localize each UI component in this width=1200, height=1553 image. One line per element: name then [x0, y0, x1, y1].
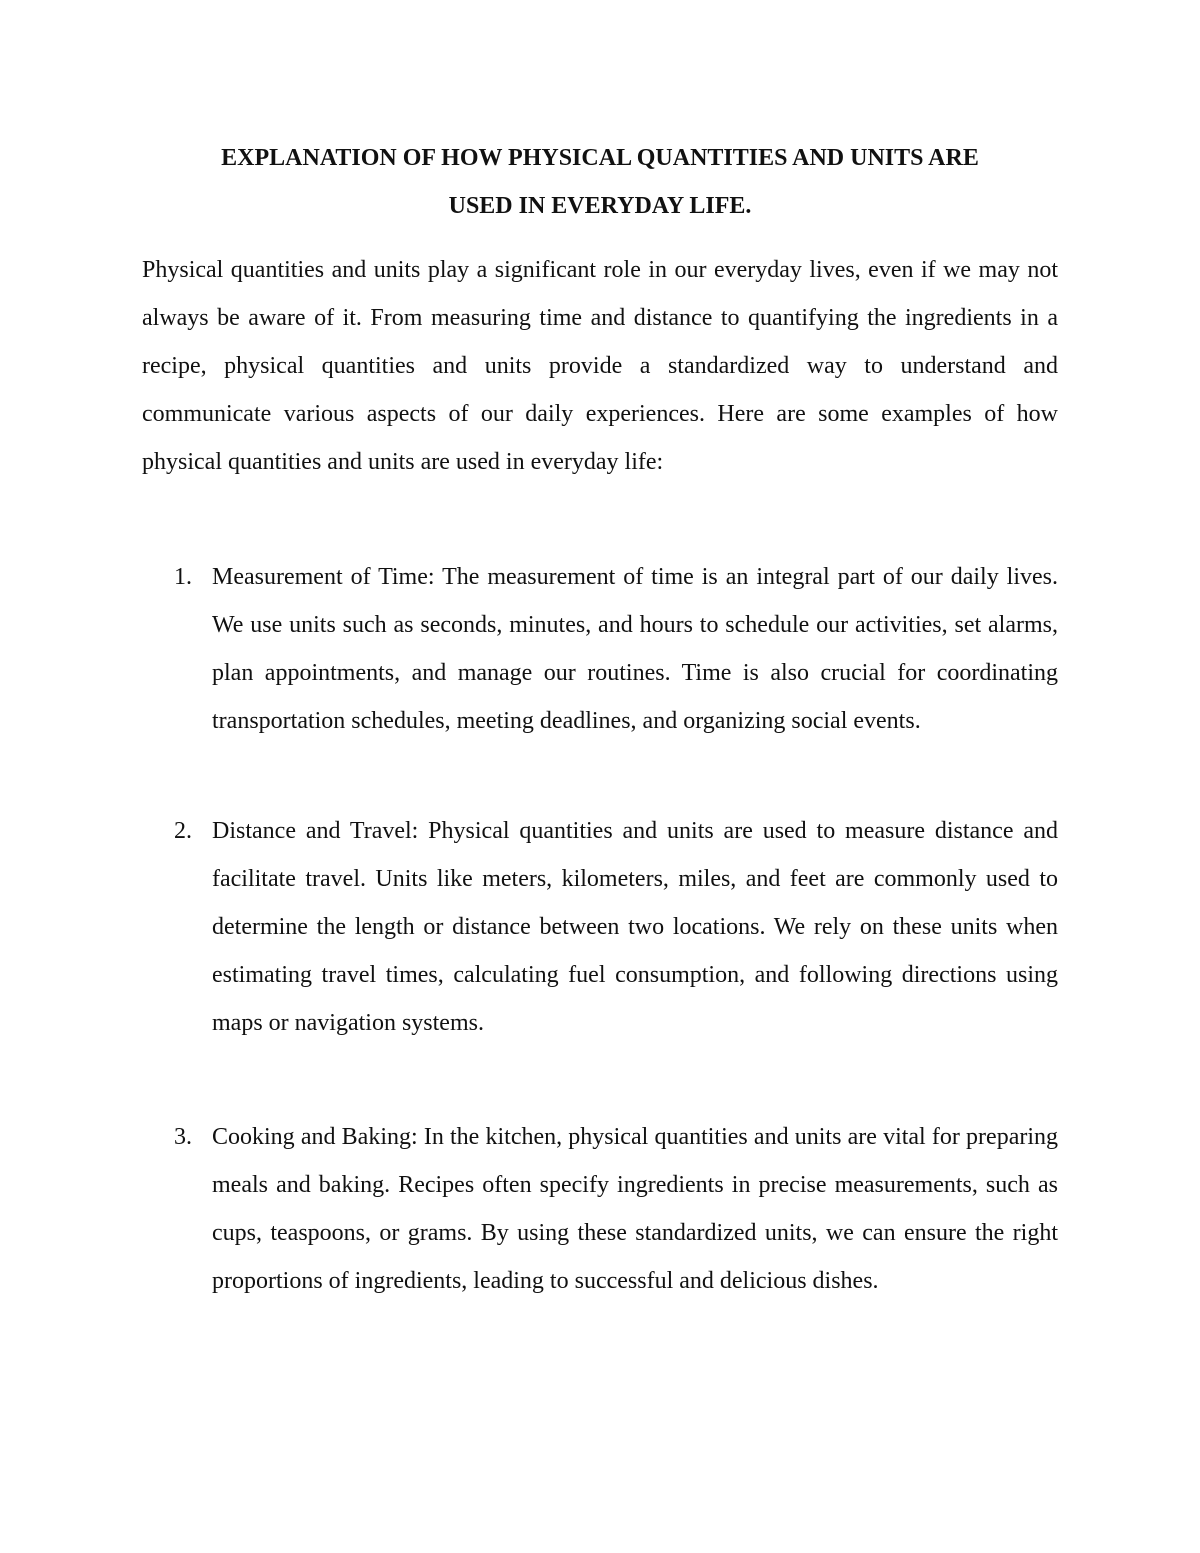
title-line-2: USED IN EVERYDAY LIFE. — [448, 193, 752, 219]
list-item — [174, 807, 1058, 1047]
list-item-number: 3. — [174, 1124, 192, 1150]
list-item-text: Distance and Travel: Physical quantities and units are used to measure distance and facilitate travel. Units like meters, kilometers, miles, and feet are commonly used to determine the length or distance between two locations. We rely on these units when estimating travel times, calculating fuel consumption, and following directions using maps or navigation systems. — [212, 818, 1058, 1036]
title-line-1: EXPLANATION OF HOW PHYSICAL QUANTITIES AND UNITS ARE — [221, 145, 979, 171]
list-item-text: Cooking and Baking: In the kitchen, physical quantities and units are vital for preparing meals and baking. Recipes often specify ingredients in precise measurements, such as cups, teaspoons, or grams. By using these standardized units, we can ensure the right proportions of ingredients, leading to successful and delicious dishes. — [212, 1124, 1058, 1294]
intro-paragraph: Physical quantities and units play a significant role in our everyday lives, even if we may not always be aware of it. From measuring time and distance to quantifying the ingredients in a recipe, physical quantities and units provide a standardized way to understand and communicate various aspects of our daily experiences. Here are some examples of how physical quantities and units are used in everyday life: — [142, 257, 1058, 475]
list-item — [174, 1113, 1058, 1305]
list-item-number: 2. — [174, 818, 192, 844]
list-item-text: Measurement of Time: The measurement of time is an integral part of our daily lives. We use units such as seconds, minutes, and hours to schedule our activities, set alarms, plan appointments, and manage our routines. Time is also crucial for coordinating transportation schedules, meeting deadlines, and organizing social events. — [212, 564, 1058, 734]
list-item — [174, 553, 1058, 745]
document-title — [130, 134, 1070, 230]
list-item-number: 1. — [174, 564, 192, 590]
